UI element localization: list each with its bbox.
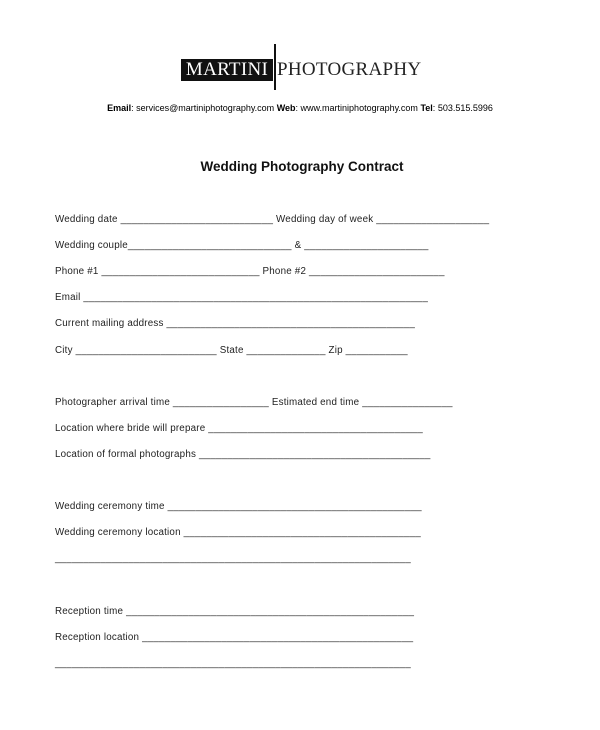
page-title: Wedding Photography Contract (200, 159, 404, 174)
phone-row: Phone #1 ____________________________ Phone #2 ________________________ (55, 266, 445, 277)
company-logo (0, 44, 600, 90)
web-value: www.martiniphotography.com (300, 103, 418, 113)
logo-divider (274, 44, 276, 90)
mailing-address-row: Current mailing address ____________________________________________ (55, 318, 416, 329)
tel-label: Tel (420, 103, 433, 113)
ceremony-location-row: Wedding ceremony location __________________________________________ (55, 527, 421, 538)
email-row: Email _____________________________________________________________ (55, 292, 428, 303)
tel-value: 503.515.5996 (437, 103, 493, 113)
wedding-couple-row: Wedding couple_____________________________ & ______________________ (55, 240, 429, 251)
ceremony-time-row: Wedding ceremony time _____________________________________________ (55, 501, 422, 512)
city-state-zip-row: City _________________________ State ______________ Zip ___________ (55, 345, 408, 356)
wedding-date-row: Wedding date ___________________________ Wedding day of week ____________________ (55, 214, 490, 225)
contact-line: Email: services@martiniphotography.com Web: www.martiniphotography.com Tel: 503.515.5996 (107, 103, 493, 113)
email-value: services@martiniphotography.com (136, 103, 275, 113)
reception-location-blank-row: _______________________________________________________________ (55, 658, 411, 669)
web-label: Web (276, 103, 296, 113)
reception-location-row: Reception location ________________________________________________ (55, 632, 414, 643)
bride-prepare-location-row: Location where bride will prepare ______________________________________ (55, 423, 423, 434)
email-label: Email (107, 103, 132, 113)
arrival-time-row: Photographer arrival time _________________ Estimated end time ________________ (55, 397, 453, 408)
ceremony-location-blank-row: _______________________________________________________________ (55, 553, 411, 564)
formal-photos-location-row: Location of formal photographs _________________________________________ (55, 449, 431, 460)
reception-time-row: Reception time ___________________________________________________ (55, 606, 415, 617)
logo-photography: PHOTOGRAPHY (277, 59, 422, 80)
logo-martini: MARTINI (181, 59, 273, 81)
